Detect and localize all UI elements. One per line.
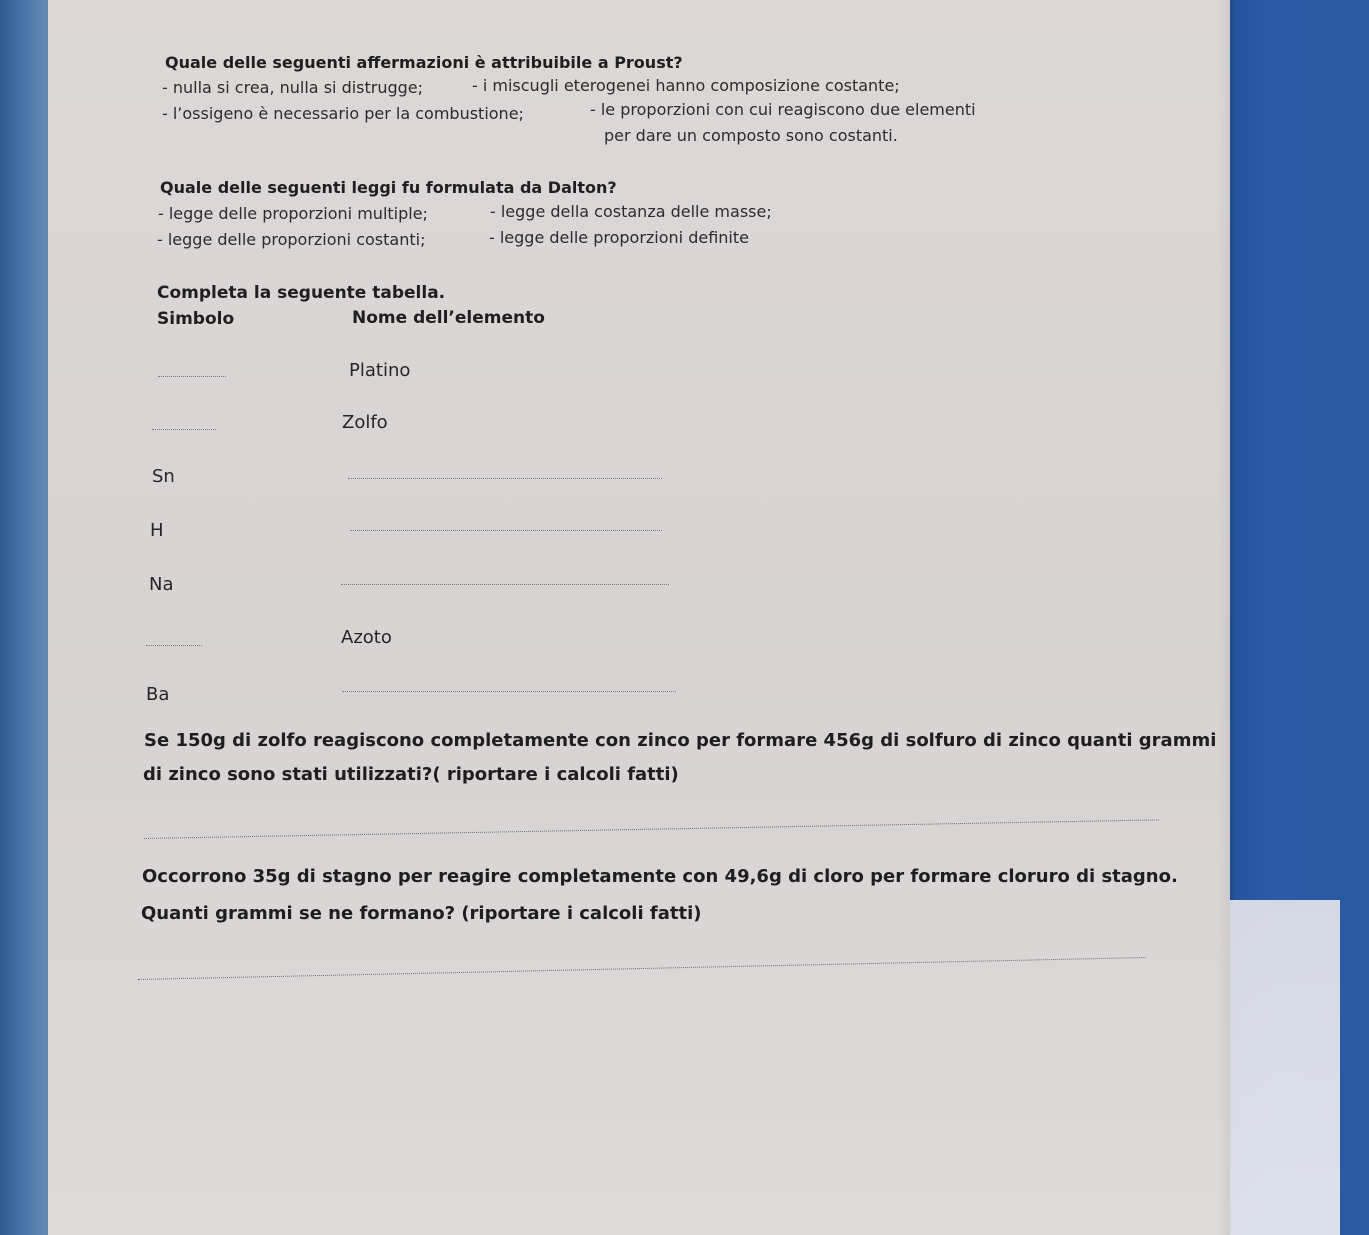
question-1-option-c: - l’ossigeno è necessario per la combustione; <box>162 104 524 123</box>
question-2-option-b: - legge della costanza delle masse; <box>490 202 772 221</box>
table-row-3-symbol: Sn <box>152 466 175 487</box>
table-row-5-name-blank <box>341 584 669 586</box>
table-row-5-symbol: Na <box>149 574 174 595</box>
question-1-option-b: - i miscugli eterogenei hanno composizione costante; <box>472 76 900 95</box>
table-row-7-name-blank <box>342 691 676 693</box>
table-row-2-name: Zolfo <box>342 412 388 433</box>
question-2-option-d: - legge delle proporzioni definite <box>489 228 749 247</box>
table-row-4-name-blank <box>350 530 662 532</box>
question-4-line2: Quanti grammi se ne formano? (riportare i calcoli fatti) <box>141 903 702 924</box>
question-1-option-d-line2: per dare un composto sono costanti. <box>604 126 898 145</box>
table-row-1-symbol-blank <box>158 376 226 378</box>
question-4-line1: Occorrono 35g di stagno per reagire completamente con 49,6g di cloro per formare cloruro di stagno. <box>142 866 1178 887</box>
table-row-6-name: Azoto <box>341 627 392 648</box>
question-1-option-d-line1: - le proporzioni con cui reagiscono due elementi <box>590 100 976 119</box>
question-1-option-a: - nulla si crea, nulla si distrugge; <box>162 78 424 97</box>
table-row-4-symbol: H <box>150 520 164 541</box>
table-row-6-symbol-blank <box>146 645 202 647</box>
question-1-title: Quale delle seguenti affermazioni è attribuibile a Proust? <box>165 53 683 72</box>
paper-corner-glare <box>1230 900 1340 1235</box>
table-row-1-name: Platino <box>349 360 411 381</box>
table-row-7-symbol: Ba <box>146 684 170 705</box>
table-row-3-name-blank <box>348 478 662 480</box>
table-row-2-symbol-blank <box>152 429 216 431</box>
question-2-option-c: - legge delle proporzioni costanti; <box>157 230 426 249</box>
table-header-name: Nome dell’elemento <box>352 308 545 328</box>
table-header-symbol: Simbolo <box>157 309 235 329</box>
question-3-line1: Se 150g di zolfo reagiscono completamente con zinco per formare 456g di solfuro di zinco quanti grammi <box>144 730 1217 751</box>
question-2-title: Quale delle seguenti leggi fu formulata da Dalton? <box>160 178 617 197</box>
table-title: Completa la seguente tabella. <box>157 283 446 303</box>
question-2-option-a: - legge delle proporzioni multiple; <box>158 204 428 223</box>
question-3-line2: di zinco sono stati utilizzati?( riportare i calcoli fatti) <box>143 764 679 785</box>
